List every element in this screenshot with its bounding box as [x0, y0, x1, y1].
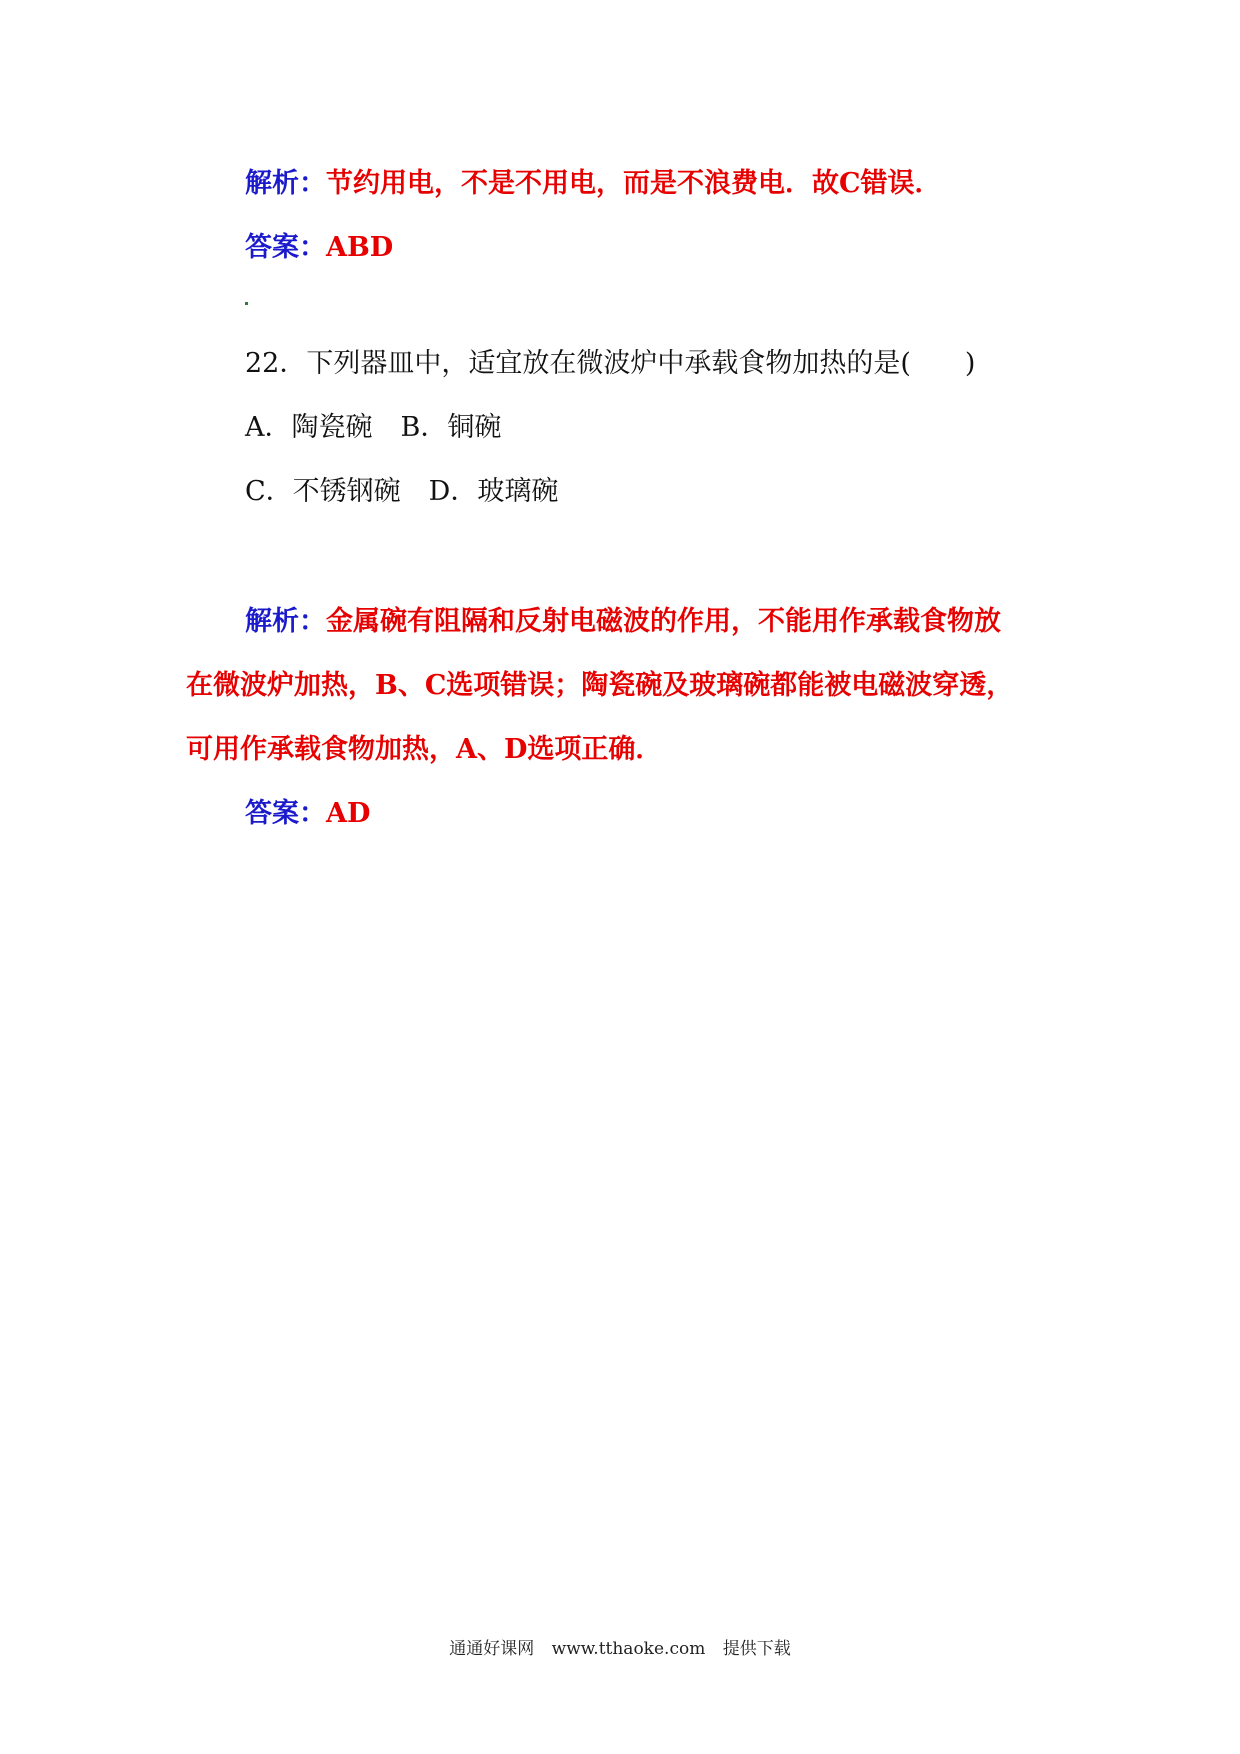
- analysis-label-2: 解析：: [245, 606, 326, 637]
- footer-site-name: 通通好课网: [449, 1639, 535, 1659]
- analysis-text-2b: 在微波炉加热，B、C选项错误；陶瓷碗及玻璃碗都能被电磁波穿透，: [186, 670, 1014, 701]
- analysis-text-2a: 金属碗有阻隔和反射电磁波的作用，不能用作承载食物放: [326, 606, 1001, 637]
- question-stem-text: 22．下列器皿中，适宜放在微波炉中承载食物加热的是( ): [245, 348, 976, 379]
- analysis-line-2a: [245, 604, 1001, 640]
- option-c: C．不锈钢碗: [245, 476, 401, 507]
- option-b: B．铜碗: [400, 412, 502, 443]
- stray-mark: [245, 302, 248, 305]
- page-footer: [0, 1634, 1240, 1659]
- answer-label-2: 答案：: [245, 798, 326, 829]
- analysis-line-2c: [186, 732, 662, 768]
- answer-line-1: [245, 230, 393, 266]
- option-a: A．陶瓷碗: [245, 412, 373, 443]
- answer-line-2: [245, 796, 370, 832]
- analysis-line-1: [245, 166, 942, 202]
- option-d: D．玻璃碗: [428, 476, 559, 507]
- answer-label: 答案：: [245, 232, 326, 263]
- options-row-1: [245, 410, 501, 446]
- analysis-line-2b: [186, 668, 1013, 704]
- answer-value: ABD: [326, 232, 394, 263]
- analysis-text-2c: 可用作承载食物加热，A、D选项正确．: [186, 734, 663, 765]
- analysis-text: 节约用电，不是不用电，而是不浪费电．故C错误．: [326, 168, 942, 199]
- footer-url: www.tthaoke.com: [551, 1639, 706, 1659]
- options-row-2: [245, 474, 558, 510]
- analysis-label: 解析：: [245, 168, 326, 199]
- question-stem: [245, 346, 975, 382]
- footer-suffix: 提供下载: [722, 1639, 791, 1659]
- answer-value-2: AD: [326, 798, 371, 829]
